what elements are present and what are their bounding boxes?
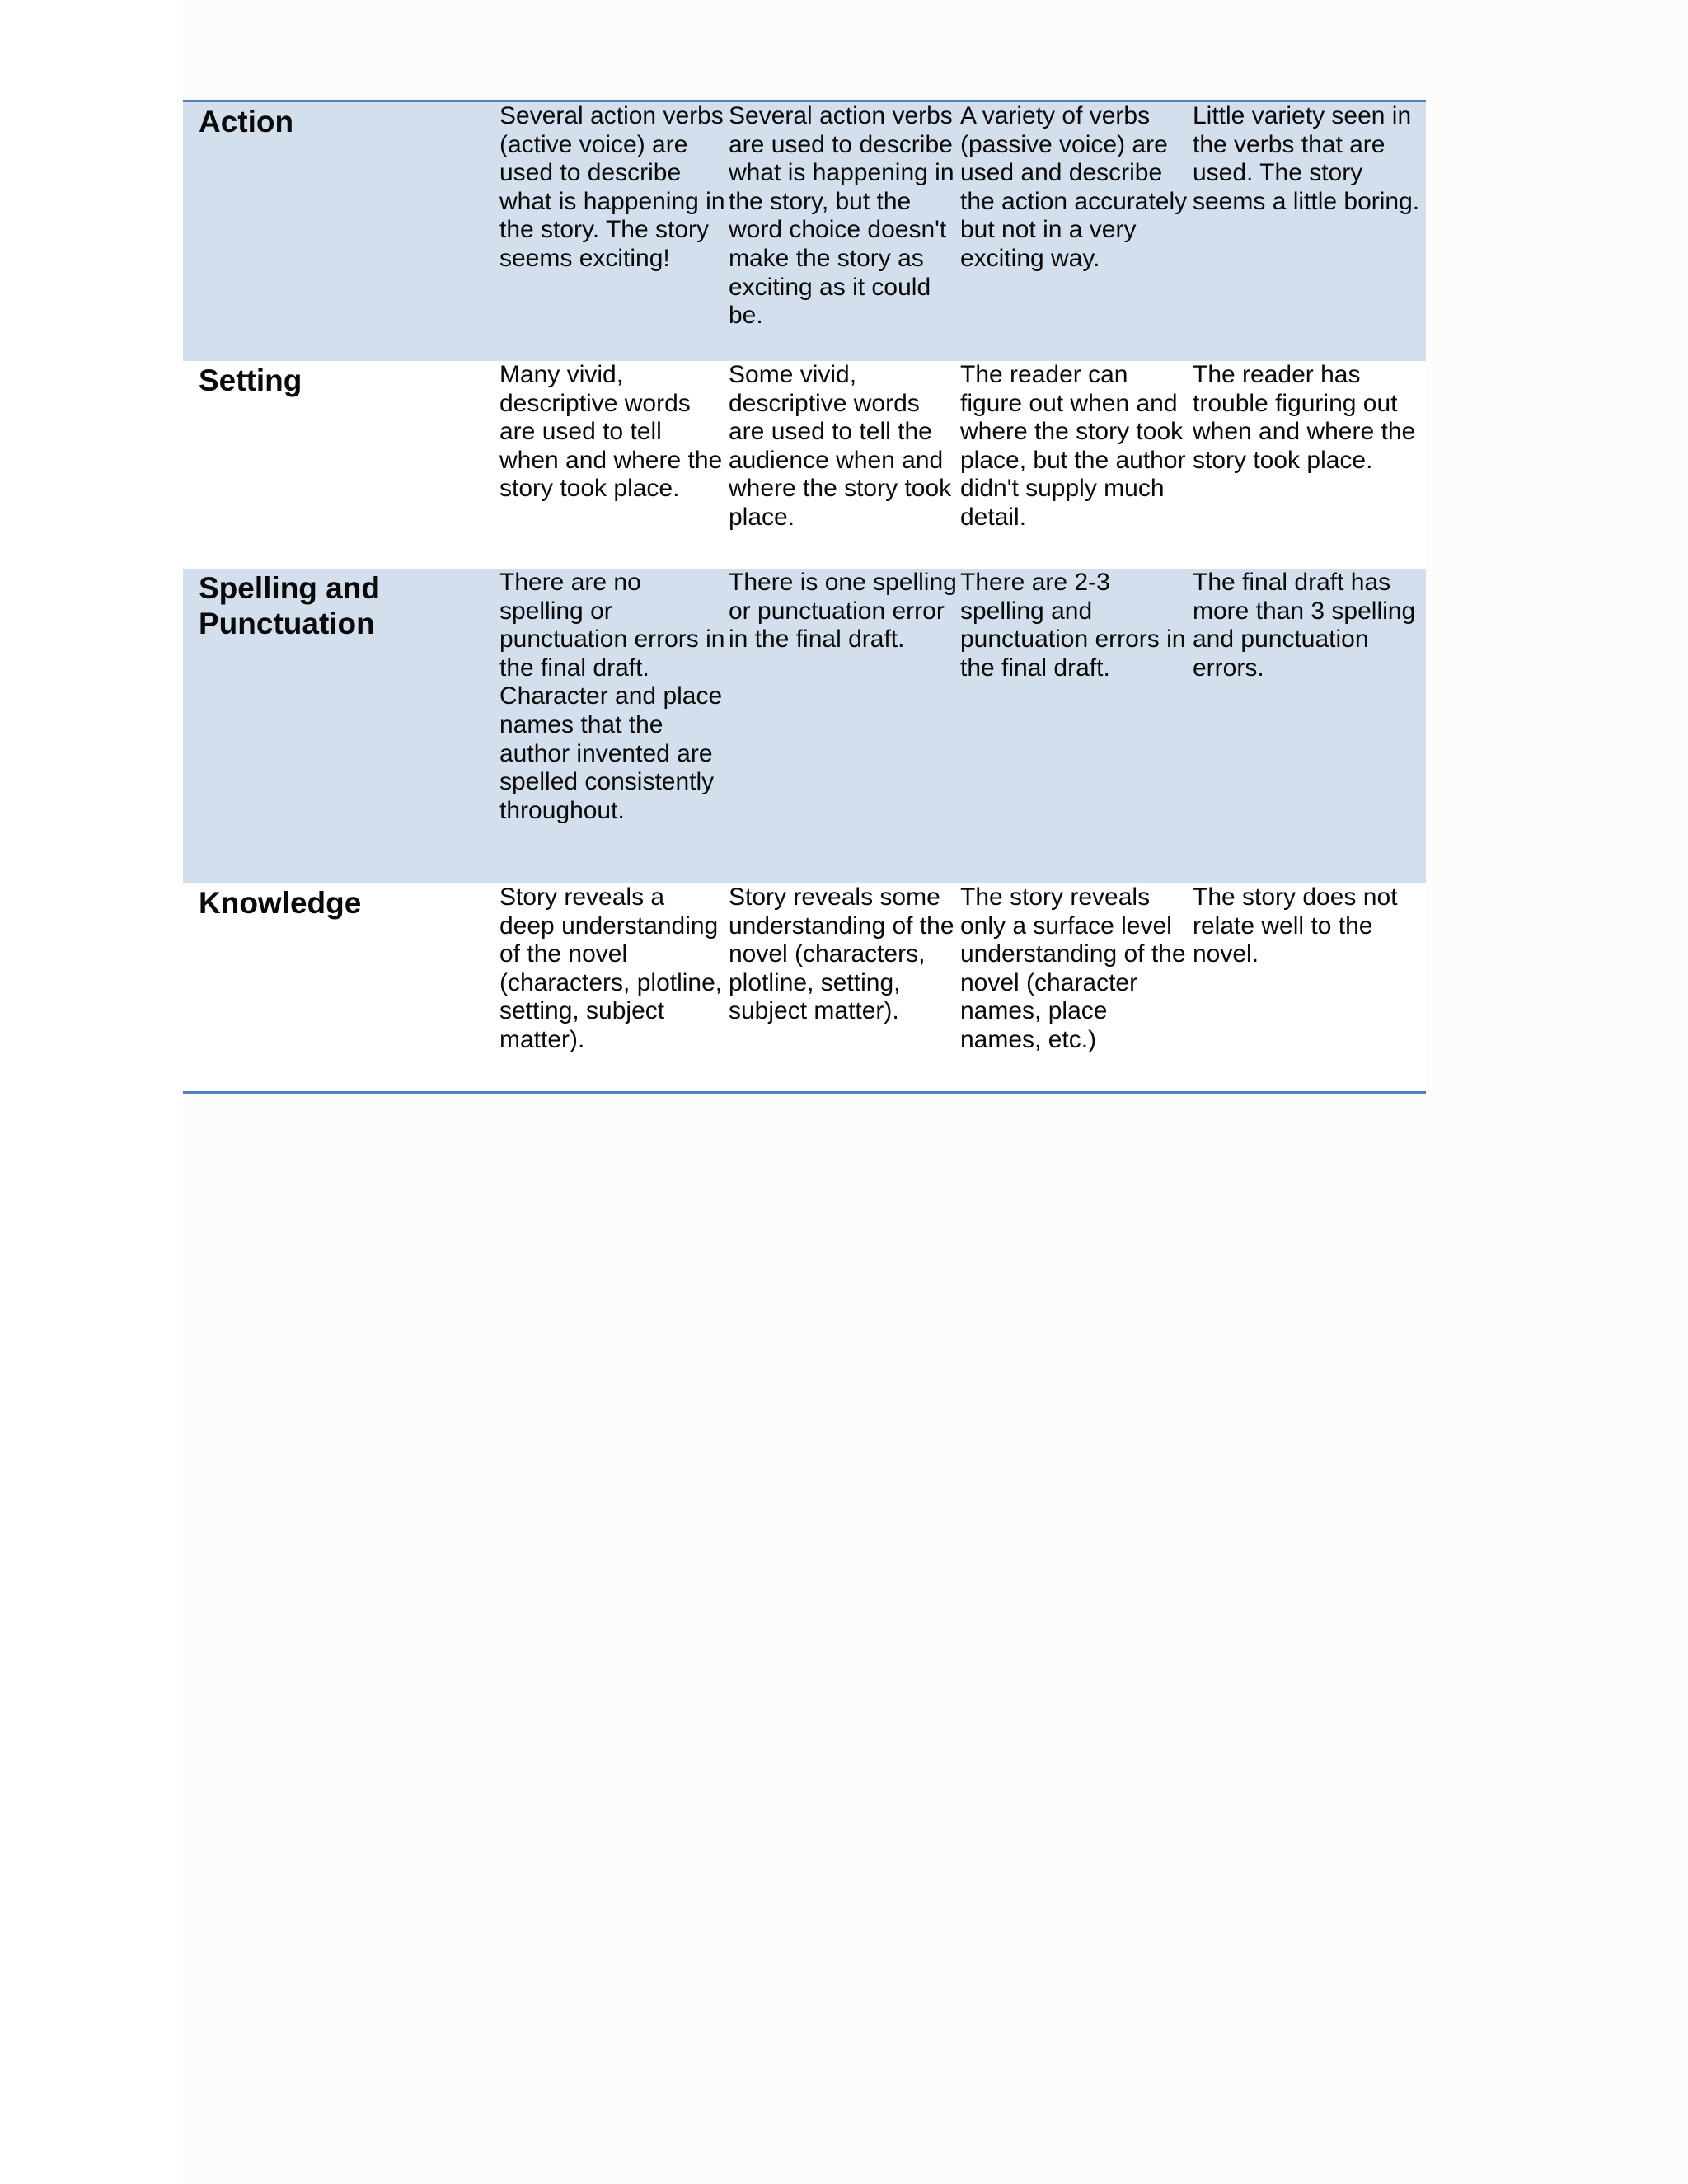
level-description: The reader can figure out when and where the story took place, but the author didn't supply much detail. xyxy=(960,361,1193,569)
rubric-row-knowledge xyxy=(183,883,1426,1093)
level-description: Some vivid, descriptive words are used to tell the audience when and where the story took place. xyxy=(729,361,960,569)
rubric-row-setting xyxy=(183,361,1426,569)
level-description: Little variety seen in the verbs that are used. The story seems a little boring. xyxy=(1193,101,1426,362)
level-description: A variety of verbs (passive voice) are used and describe the action accurately but not in a very exciting way. xyxy=(960,101,1193,362)
level-description: There is one spelling or punctuation error in the final draft. xyxy=(729,569,960,883)
criterion-label: Setting xyxy=(183,361,497,569)
level-description: There are no spelling or punctuation errors in the final draft. Character and place names that the author invented are spelled consistently throughout. xyxy=(497,569,729,883)
level-description: Several action verbs (active voice) are used to describe what is happening in the story. The story seems exciting! xyxy=(497,101,729,362)
rubric-table xyxy=(183,100,1426,1094)
criterion-label: Spelling and Punctuation xyxy=(183,569,497,883)
level-description: The story reveals only a surface level understanding of the novel (character names, place names, etc.) xyxy=(960,883,1193,1093)
level-description: Story reveals some understanding of the novel (characters, plotline, setting, subject matter). xyxy=(729,883,960,1093)
criterion-label: Action xyxy=(183,101,497,362)
criterion-label: Knowledge xyxy=(183,883,497,1093)
level-description: Many vivid, descriptive words are used to tell when and where the story took place. xyxy=(497,361,729,569)
level-description: There are 2-3 spelling and punctuation errors in the final draft. xyxy=(960,569,1193,883)
level-description: The reader has trouble figuring out when and where the story took place. xyxy=(1193,361,1426,569)
rubric-row-action xyxy=(183,101,1426,362)
level-description: Several action verbs are used to describe what is happening in the story, but the word choice doesn't make the story as exciting as it could be. xyxy=(729,101,960,362)
rubric-row-spelling-and-punctuation xyxy=(183,569,1426,883)
level-description: The story does not relate well to the novel. xyxy=(1193,883,1426,1093)
level-description: The final draft has more than 3 spelling and punctuation errors. xyxy=(1193,569,1426,883)
level-description: Story reveals a deep understanding of the novel (characters, plotline, setting, subject matter). xyxy=(497,883,729,1093)
